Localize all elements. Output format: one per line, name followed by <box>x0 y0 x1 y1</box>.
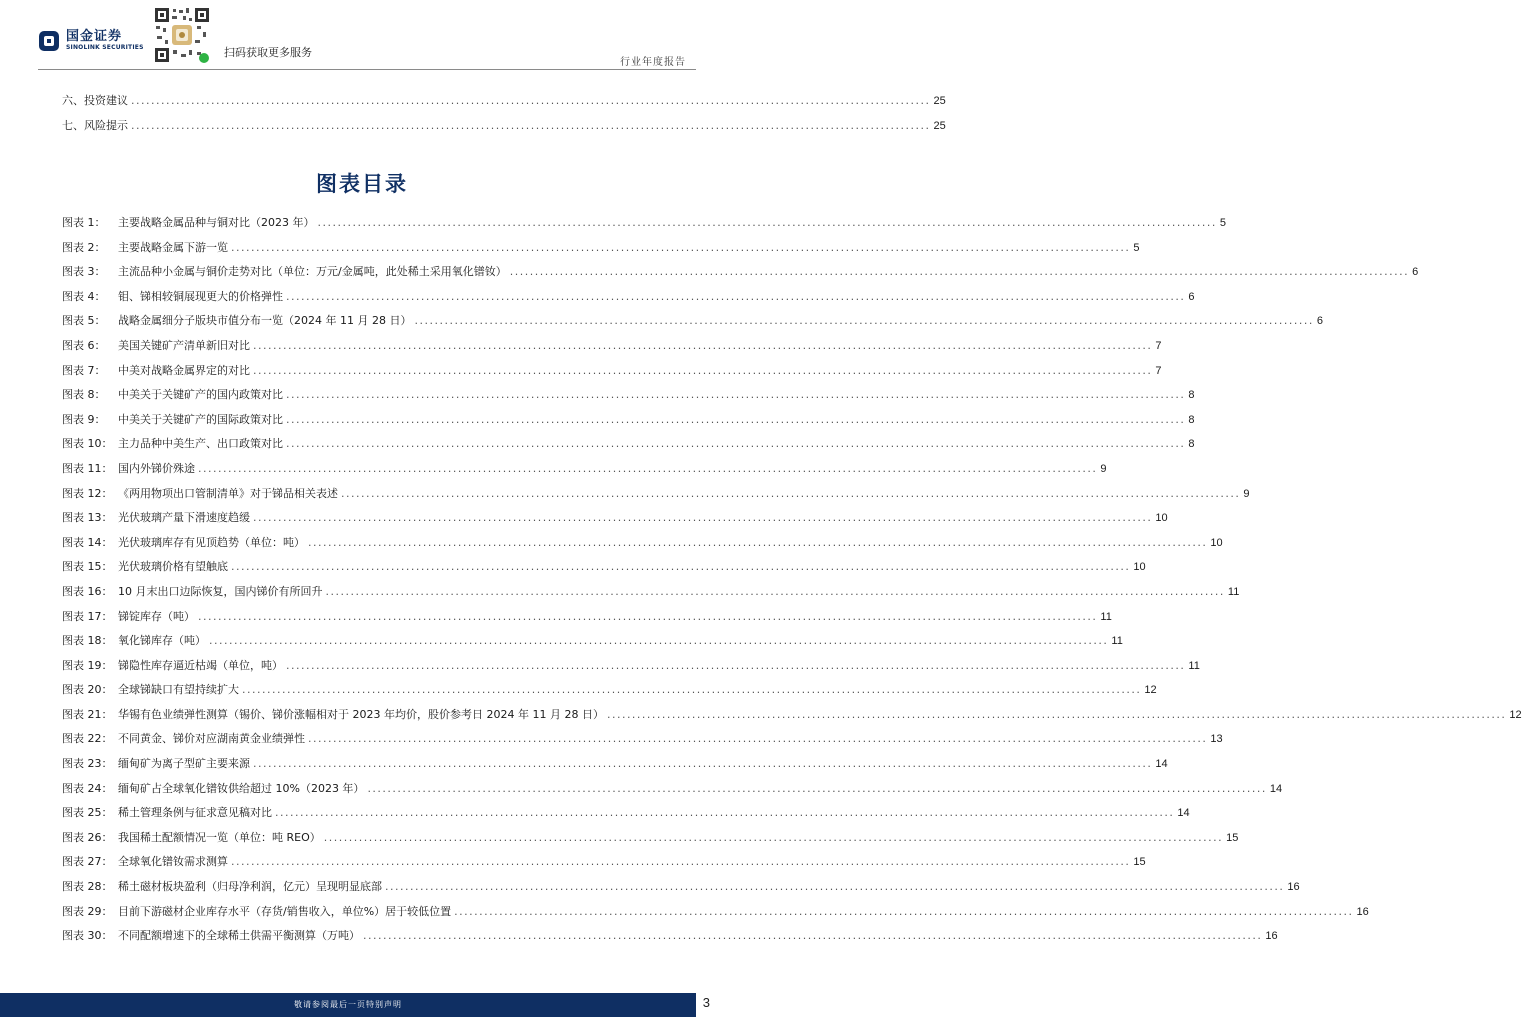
leader-dots: .................................................................................................................................................................................... <box>286 412 1186 426</box>
figure-entry-label: 图表 28： <box>62 880 113 894</box>
figure-entry-title: 主流品种小金属与铜价走势对比（单位：万元/金属吨，此处稀土采用氧化镨钕） <box>118 265 507 279</box>
leader-dots: ................................................................................................................................................................ <box>131 118 931 132</box>
figure-entry-page: 11 <box>1100 610 1112 623</box>
figure-entry-page: 6 <box>1412 266 1419 279</box>
figure-entry-title: 10 月末出口边际恢复，国内锑价有所回升 <box>118 584 323 598</box>
figure-entry[interactable] <box>62 900 1369 925</box>
figure-entry[interactable] <box>62 801 1190 826</box>
figure-entry-label: 图表 13： <box>62 511 113 525</box>
figure-entry[interactable] <box>62 236 1140 261</box>
figure-entry-title: 美国关键矿产清单新旧对比 <box>118 338 250 352</box>
figure-entry-page: 6 <box>1188 290 1195 303</box>
leader-dots: .................................................................................................................................................................................... <box>275 806 1175 820</box>
figure-entry[interactable] <box>62 285 1195 310</box>
qr-code-icon[interactable] <box>153 6 211 64</box>
figure-entry-title: 《两用物项出口管制清单》对于锑品相关表述 <box>118 486 338 500</box>
figure-entry-title: 中美关于关键矿产的国际政策对比 <box>118 412 283 426</box>
page-number: 3 <box>702 995 710 1010</box>
figure-entry-label: 图表 14： <box>62 535 113 549</box>
figure-entry-title: 稀土管理条例与征求意见稿对比 <box>118 806 272 820</box>
brand-name-en: SINOLINK SECURITIES <box>66 44 144 51</box>
header-divider <box>38 69 696 70</box>
figure-entry-page: 11 <box>1111 635 1123 648</box>
leader-dots: .................................................................................................................................................................................... <box>231 560 1131 574</box>
leader-dots: .................................................................................................................................................................................... <box>308 732 1208 746</box>
sinolink-logo-icon <box>38 30 60 52</box>
figure-entry[interactable] <box>62 678 1157 703</box>
figure-entry-title: 缅甸矿占全球氧化镨钕供给超过 10%（2023 年） <box>118 781 365 795</box>
figure-entry-title: 钼、锑相较铜展现更大的价格弹性 <box>118 289 283 303</box>
figure-entry-title: 战略金属细分子版块市值分布一览（2024 年 11 月 28 日） <box>118 314 412 328</box>
figure-entry-page: 11 <box>1227 585 1240 598</box>
figure-entry-page: 12 <box>1509 708 1522 721</box>
leader-dots: .................................................................................................................................................................................... <box>198 461 1098 475</box>
figure-entry-label: 图表 26： <box>62 830 113 844</box>
toc-entry-title: 投资建议 <box>84 94 128 107</box>
toc-entry-title: 风险提示 <box>84 118 128 132</box>
figure-entry-title: 中美关于关键矿产的国内政策对比 <box>118 388 283 402</box>
figure-entry-title: 光伏玻璃库存有见顶趋势（单位：吨） <box>118 535 305 549</box>
leader-dots: .................................................................................................................................................................................... <box>317 216 1217 229</box>
leader-dots: .................................................................................................................................................................................... <box>606 707 1507 721</box>
figure-entry-label: 图表 10： <box>62 437 113 451</box>
figure-entry-page: 14 <box>1155 758 1168 771</box>
report-type-label: 行业年度报告 <box>620 57 686 68</box>
figure-entry-label: 图表 21： <box>62 707 113 721</box>
toc-entry-label: 七、 <box>62 118 84 132</box>
toc-entry-page: 25 <box>933 95 946 107</box>
figure-entry-label: 图表 27： <box>62 855 113 869</box>
page-header <box>0 0 724 70</box>
figure-entry-page: 16 <box>1265 930 1278 943</box>
figure-entry-page: 8 <box>1188 438 1195 451</box>
leader-dots: .................................................................................................................................................................................... <box>198 609 1098 623</box>
figure-entry-page: 15 <box>1226 831 1239 844</box>
figure-entry[interactable] <box>62 875 1300 900</box>
leader-dots: .................................................................................................................................................................................... <box>385 880 1285 894</box>
leader-dots: .................................................................................................................................................................................... <box>253 511 1153 525</box>
figure-entry-page: 9 <box>1243 487 1250 500</box>
figure-entry-title: 目前下游磁材企业库存水平（存货/销售收入，单位%）居于较低位置 <box>118 904 452 918</box>
figure-entry-page: 13 <box>1210 733 1223 746</box>
leader-dots: .................................................................................................................................................................................... <box>341 486 1241 500</box>
figure-entry-label: 图表 1： <box>62 216 106 229</box>
figure-entry-label: 图表 16： <box>62 584 113 598</box>
toc-entry[interactable] <box>62 114 946 139</box>
figure-entry[interactable] <box>62 654 1200 679</box>
figure-entry-label: 图表 2： <box>62 240 106 254</box>
leader-dots: .................................................................................................................................................................................... <box>286 437 1186 451</box>
figure-entry-page: 10 <box>1133 561 1146 574</box>
leader-dots: .................................................................................................................................................................................... <box>414 314 1314 328</box>
figure-entry[interactable] <box>62 432 1195 457</box>
figures-heading: 图表目录 <box>316 172 408 196</box>
figure-entry-label: 图表 6： <box>62 338 106 352</box>
figure-entry-page: 14 <box>1177 807 1190 820</box>
figure-entry[interactable] <box>62 211 1227 236</box>
toc-entry-page: 25 <box>933 119 946 132</box>
figure-entry-title: 全球氧化镨钕需求测算 <box>118 855 228 869</box>
figure-entry-title: 锑隐性库存逼近枯竭（单位，吨） <box>118 658 283 672</box>
figure-entry-label: 图表 7： <box>62 363 106 377</box>
figure-entry-label: 图表 4： <box>62 289 106 303</box>
figure-entry-page: 7 <box>1155 339 1162 352</box>
figure-entry-title: 华锡有色业绩弹性测算（锡价、锑价涨幅相对于 2023 年均价，股价参考日 2024 年 11 月 28 日） <box>118 707 604 721</box>
figure-entry[interactable] <box>62 703 1522 728</box>
leader-dots: .................................................................................................................................................................................... <box>286 289 1186 303</box>
figure-entry-title: 氧化锑库存（吨） <box>118 634 206 648</box>
figure-entry-label: 图表 19： <box>62 658 113 672</box>
figure-entry-page: 8 <box>1188 389 1195 402</box>
leader-dots: .................................................................................................................................................................................... <box>308 535 1208 549</box>
brand-name-cn: 国金证券 <box>66 29 123 44</box>
figure-entry-label: 图表 8： <box>62 388 106 402</box>
figure-entry-page: 10 <box>1210 536 1223 549</box>
figure-entry-title: 光伏玻璃产量下滑速度趋缓 <box>118 511 250 525</box>
figure-entry-title: 全球锑缺口有望持续扩大 <box>118 683 239 697</box>
figure-entry-label: 图表 18： <box>62 634 113 648</box>
figure-entry[interactable] <box>62 506 1168 531</box>
figure-entry[interactable] <box>62 531 1223 556</box>
figure-entry-label: 图表 25： <box>62 806 113 820</box>
figure-entry-page: 5 <box>1133 241 1140 254</box>
figure-entry-page: 15 <box>1133 856 1146 869</box>
figure-entry-page: 14 <box>1269 782 1283 795</box>
figure-entry-page: 12 <box>1144 684 1157 697</box>
figure-entry[interactable] <box>62 408 1195 433</box>
leader-dots: .................................................................................................................................................................................... <box>253 757 1153 771</box>
figure-entry-label: 图表 11： <box>62 461 113 475</box>
figure-entry-label: 图表 17： <box>62 609 113 623</box>
figure-entry-label: 图表 22： <box>62 732 113 746</box>
figure-entry-page: 16 <box>1356 905 1369 918</box>
leader-dots: .................................................................................................................................................................................... <box>231 855 1131 869</box>
figure-entry-label: 图表 24： <box>62 781 113 795</box>
figures-list <box>62 211 1522 949</box>
figure-entry[interactable] <box>62 580 1240 605</box>
leader-dots: .................................................................................................................................................................................... <box>253 363 1153 377</box>
figure-entry-label: 图表 20： <box>62 683 113 697</box>
figure-entry-page: 9 <box>1100 462 1107 475</box>
figure-entry[interactable] <box>62 777 1283 802</box>
figure-entry-page: 8 <box>1188 413 1195 426</box>
figure-entry-title: 中美对战略金属界定的对比 <box>118 363 250 377</box>
figure-entry[interactable] <box>62 826 1239 851</box>
figure-entry-page: 7 <box>1155 364 1162 377</box>
figure-entry-title: 主力品种中美生产、出口政策对比 <box>118 437 283 451</box>
figure-entry[interactable] <box>62 555 1146 580</box>
figure-entry-title: 锑锭库存（吨） <box>118 609 195 623</box>
figure-entry[interactable] <box>62 383 1195 408</box>
figure-entry[interactable] <box>62 752 1168 777</box>
leader-dots: ................................................................................................................................................................ <box>131 94 931 107</box>
leader-dots: .................................................................................................................................................................................... <box>509 265 1410 279</box>
leader-dots: .................................................................................................................................................................................... <box>286 658 1186 672</box>
leader-dots: .................................................................................................................................................................................... <box>363 929 1263 943</box>
figure-entry-label: 图表 30： <box>62 929 113 943</box>
figure-entry[interactable] <box>62 457 1107 482</box>
leader-dots: .................................................................................................................................................................................... <box>286 388 1186 402</box>
figure-entry-label: 图表 5： <box>62 314 106 328</box>
figure-entry-title: 国内外锑价殊途 <box>118 461 195 475</box>
figure-entry-label: 图表 12： <box>62 486 113 500</box>
figure-entry-label: 图表 23： <box>62 757 113 771</box>
figure-entry[interactable] <box>62 334 1162 359</box>
figure-entry-title: 主要战略金属品种与铜对比（2023 年） <box>118 216 315 229</box>
leader-dots: .................................................................................................................................................................................... <box>253 338 1153 352</box>
leader-dots: .................................................................................................................................................................................... <box>367 781 1267 795</box>
toc-entry[interactable] <box>62 89 946 114</box>
figure-entry[interactable] <box>62 629 1123 654</box>
footer-disclaimer[interactable]: 敬请参阅最后一页特别声明 <box>294 1000 402 1009</box>
figure-entry-page: 16 <box>1287 881 1300 894</box>
brand-logo <box>38 30 144 52</box>
figure-entry-title: 主要战略金属下游一览 <box>118 240 228 254</box>
figure-entry-page: 6 <box>1316 315 1323 328</box>
figure-entry[interactable] <box>62 727 1223 752</box>
figure-entry[interactable] <box>62 605 1112 630</box>
figure-entry-title: 缅甸矿为离子型矿主要来源 <box>118 757 250 771</box>
figure-entry-title: 光伏玻璃价格有望触底 <box>118 560 228 574</box>
figure-entry-label: 图表 15： <box>62 560 113 574</box>
figure-entry-label: 图表 3： <box>62 265 106 279</box>
figure-entry-page: 5 <box>1219 217 1227 229</box>
figure-entry[interactable] <box>62 850 1146 875</box>
figure-entry-page: 11 <box>1188 659 1200 672</box>
leader-dots: .................................................................................................................................................................................... <box>323 830 1224 844</box>
figure-entry[interactable] <box>62 924 1278 949</box>
figure-entry[interactable] <box>62 260 1419 285</box>
toc-entry-label: 六、 <box>62 94 84 107</box>
figure-entry-title: 我国稀土配额情况一览（单位：吨 REO） <box>118 830 321 844</box>
figure-entry-page: 10 <box>1155 512 1168 525</box>
figure-entry-title: 不同配额增速下的全球稀土供需平衡测算（万吨） <box>118 929 360 943</box>
leader-dots: .................................................................................................................................................................................... <box>242 683 1142 697</box>
figure-entry-title: 稀土磁材板块盈利（归母净利润，亿元）呈现明显底部 <box>118 880 382 894</box>
leader-dots: .................................................................................................................................................................................... <box>325 584 1225 598</box>
leader-dots: .................................................................................................................................................................................... <box>231 240 1131 254</box>
figure-entry-title: 不同黄金、锑价对应湖南黄金业绩弹性 <box>118 732 305 746</box>
figure-entry[interactable] <box>62 482 1250 507</box>
figure-entry-label: 图表 9： <box>62 412 106 426</box>
figure-entry-label: 图表 29： <box>62 904 113 918</box>
qr-caption: 扫码获取更多服务 <box>224 46 312 59</box>
leader-dots: .................................................................................................................................................................................... <box>209 634 1109 648</box>
leader-dots: .................................................................................................................................................................................... <box>454 904 1354 918</box>
figure-entry[interactable] <box>62 359 1162 384</box>
figure-entry[interactable] <box>62 309 1323 334</box>
toc-sections <box>62 89 946 138</box>
